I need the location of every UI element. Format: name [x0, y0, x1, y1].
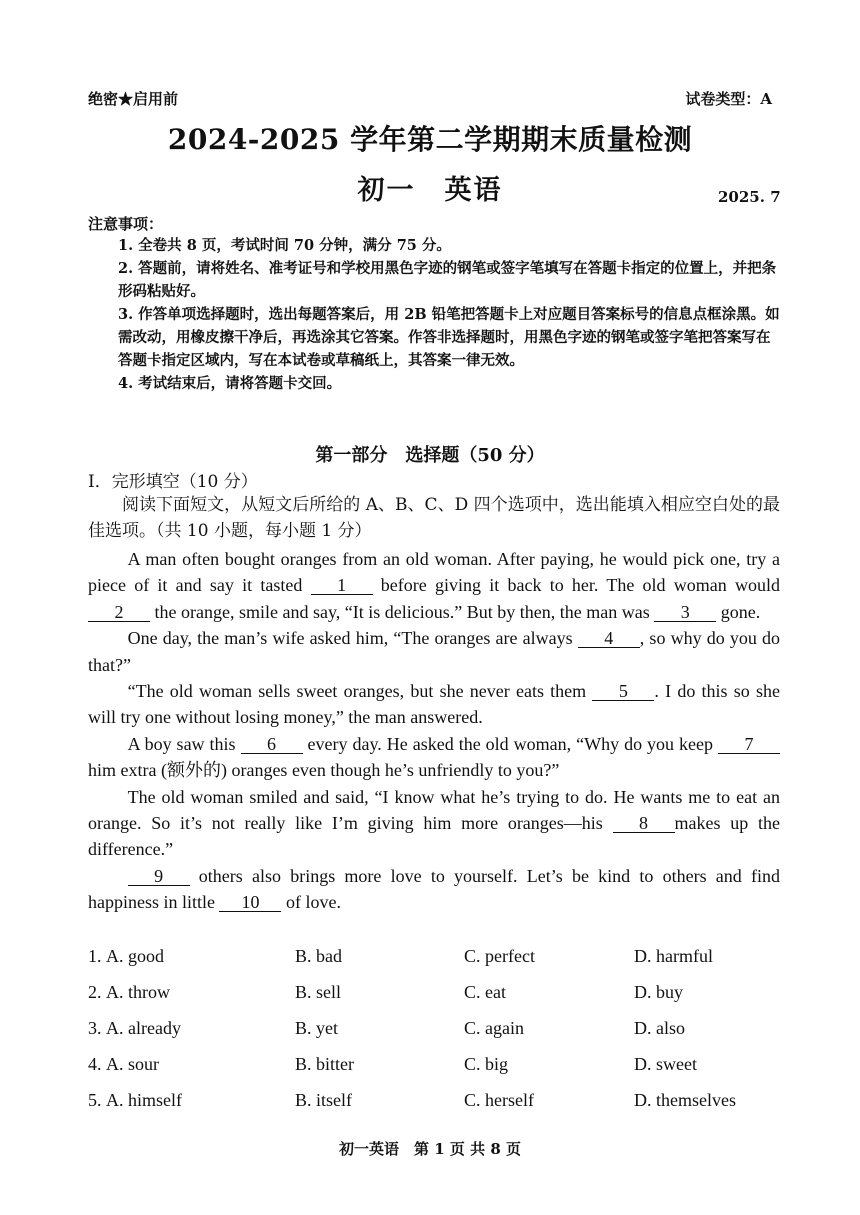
option-row	[88, 1018, 788, 1054]
option-c: C. perfect	[464, 946, 535, 966]
option-a-text: A. good	[106, 946, 164, 966]
confidential-label: 绝密★启用前	[88, 90, 179, 108]
option-row	[88, 1054, 788, 1090]
option-b: B. itself	[295, 1090, 352, 1110]
option-c: C. eat	[464, 982, 506, 1002]
blank-4: 4	[578, 629, 640, 648]
option-d: D. sweet	[634, 1054, 697, 1074]
passage-text: “The old woman sells sweet oranges, but she never eats them	[127, 681, 593, 702]
question-number: 2.	[88, 982, 102, 1002]
option-a	[88, 1018, 181, 1039]
passage-text: others also brings more love to yourself. Let’s be kind to others and find happiness in little	[88, 865, 780, 913]
option-row	[88, 1090, 788, 1126]
question-number: 4.	[88, 1054, 102, 1074]
passage-text: of love.	[281, 892, 341, 913]
passage-text: A man often bought oranges from an old woman. After paying, he would pick one, try a piece of it and say it tasted	[88, 549, 780, 596]
notice-heading: 注意事项：	[88, 215, 164, 233]
option-a-text: A. throw	[106, 982, 170, 1002]
passage-paragraph	[88, 731, 780, 784]
option-b: B. bitter	[295, 1054, 354, 1074]
blank-5: 5	[592, 682, 654, 701]
notice-item: 1. 全卷共 8 页，考试时间 70 分钟，满分 75 分。	[118, 237, 451, 254]
blank-1: 1	[311, 576, 373, 595]
option-a	[88, 982, 170, 1003]
part-heading: 第一部分 选择题（50 分）	[315, 445, 545, 466]
question-number: 5.	[88, 1090, 102, 1110]
passage-text: makes up the difference.”	[88, 813, 780, 860]
question-number: 1.	[88, 946, 102, 966]
option-a-text: A. already	[106, 1018, 181, 1038]
option-a-text: A. sour	[106, 1054, 159, 1074]
exam-title: 2024-2025 学年第二学期期末质量检测	[167, 123, 693, 156]
exam-subtitle: 初一 英语	[357, 175, 503, 206]
option-row	[88, 982, 788, 1018]
option-a	[88, 1054, 159, 1075]
paper-type-label: 试卷类型：A	[685, 90, 772, 108]
option-b: B. bad	[295, 946, 342, 966]
option-c: C. again	[464, 1018, 524, 1038]
passage-text: every day. He asked the old woman, “Why do you keep	[302, 733, 718, 754]
page-footer: 初一英语 第 1 页 共 8 页	[339, 1140, 521, 1158]
passage-text: the orange, smile and say, “It is delicious.” But by then, the man was	[150, 601, 655, 622]
option-a-text: A. himself	[106, 1090, 182, 1110]
cloze-passage	[88, 546, 780, 916]
passage-text: . I do this so she will try one without losing money,” the man answered.	[88, 681, 780, 728]
option-d: D. harmful	[634, 946, 713, 966]
option-c: C. big	[464, 1054, 509, 1074]
passage-text: The old woman smiled and said, “I know what he’s trying to do. He wants me to eat an orange. So it’s not really like I’m giving him more oranges—his	[88, 786, 780, 834]
option-c: C. herself	[464, 1090, 534, 1110]
notice-item: 4. 考试结束后，请将答题卡交回。	[118, 375, 342, 392]
passage-text: him extra (额外的) oranges even though he’s unfriendly to you?”	[88, 760, 560, 781]
option-a	[88, 946, 164, 967]
passage-text: gone.	[716, 601, 761, 622]
passage-text: A boy saw this	[127, 733, 241, 754]
option-b: B. yet	[295, 1018, 338, 1038]
instructions-text: 阅读下面短文，从短文后所给的 A、B、C、D 四个选项中，选出能填入相应空白处的最佳选项。（共 10 小题，每小题 1 分）	[88, 495, 780, 541]
option-d: D. buy	[634, 982, 683, 1002]
section-title: I．完形填空（10 分）	[88, 472, 258, 492]
section-instructions	[88, 492, 780, 544]
passage-paragraph	[88, 863, 780, 916]
blank-7: 7	[718, 735, 780, 754]
option-a	[88, 1090, 182, 1111]
option-row	[88, 946, 788, 982]
blank-8: 8	[613, 814, 675, 833]
passage-paragraph	[88, 784, 780, 863]
notice-item: 3. 作答单项选择题时，选出每题答案后，用 2B 铅笔把答题卡上对应题目答案标号的信息点框涂黑。如需改动，用橡皮擦干净后，再选涂其它答案。作答非选择题时，用黑色字迹的钢笔或签字笔把答案写在答题卡指定区域内，写在本试卷或草稿纸上，其答案一律无效。	[118, 306, 780, 369]
blank-3: 3	[654, 603, 716, 622]
passage-text: , so why do you do that?”	[88, 628, 780, 675]
notice-item: 2. 答题前，请将姓名、准考证号和学校用黑色字迹的钢笔或签字笔填写在答题卡指定的位置上，并把条形码粘贴好。	[118, 260, 777, 300]
options-table	[88, 946, 788, 1126]
passage-paragraph	[88, 678, 780, 731]
option-d: D. themselves	[634, 1090, 736, 1110]
passage-paragraph	[88, 546, 780, 625]
passage-text: before giving it back to her. The old woman would	[372, 575, 781, 596]
question-number: 3.	[88, 1018, 102, 1038]
option-d: D. also	[634, 1018, 685, 1038]
passage-text: One day, the man’s wife asked him, “The oranges are always	[127, 628, 578, 649]
blank-10: 10	[219, 893, 281, 912]
blank-6: 6	[241, 735, 303, 754]
blank-2: 2	[88, 603, 150, 622]
option-b: B. sell	[295, 982, 342, 1002]
passage-paragraph	[88, 625, 780, 678]
exam-date: 2025. 7	[718, 188, 781, 206]
blank-9: 9	[128, 867, 190, 886]
notice-list	[118, 234, 783, 395]
